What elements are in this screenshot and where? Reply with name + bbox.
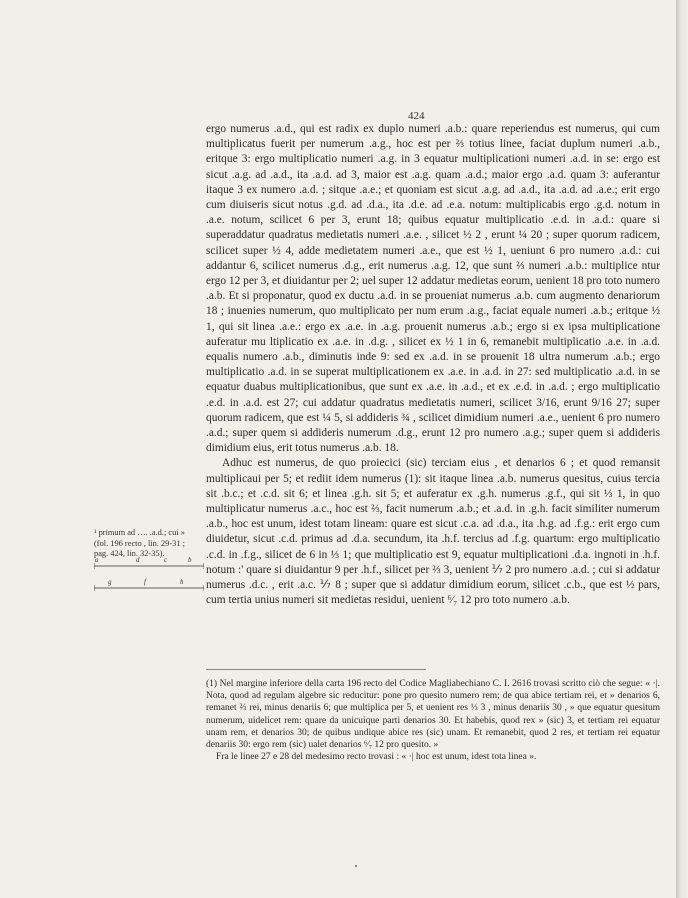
paragraph-2: Adhuc est numerus, de quo proiecici (sic) terciam eius , et denarios 6 ; et quod remansit multiplicaui per 5; et rediit idem numerus (1): sit itaque linea .a.b. numerus quesitus, cuius tercia sit .b.c.; et .c.d. sit 6; et linea .g.h. sit 5; et auferatur ex .g.h. numerus .g.f., qui sit ⅓ 1, in quo multiplicatur numerus .a.c., hoc est ⅔, facit numerum .a.b.; et .a.d. in .g.h. facit similiter numerum .a.b., hoc est unum, idest totam lineam: quare est sicut .c.a. ad .d.a., ita .h.g. ad .f.g.: erit ergo cum diuidetur, sicut .c.d. primus ad .d.a. secundum, ita .h.f. tercius ad .f.g. quartum: ergo multiplicatio .c.d. in .f.g., silicet de 6 in ⅓ 1; que multiplicatio est 9, equatur multiplicationi .d.a. ingnoti in .h.f. notum :' quare si diuidantur 9 per .h.f., silicet per ⅔ 3, uenient ⅐ 2 pro numero .a.d. ; cui si addatur numerus .d.c. , erit .a.c. ⅐ 8 ; super que si addatur dimidium eorum, silicet .c.b., que est ½ pars, cum tertia unius numeri sit medietas residui, uenient ⁶⁄₇ 12 pro toto numero .a.b. [206,457,660,607]
main-text [206,122,660,609]
diagram-label-b: b [188,556,192,564]
margin-note: ¹ primum ad …. .a.d.; cui » (fol. 196 recto , lin. 29-31 ; pag. 424, lin. 32-35). [94,528,185,558]
diagram-label-c: c [164,556,168,564]
diagram-label-h: h [180,578,184,586]
page-number: 424 [408,110,425,122]
footnotes [206,678,660,763]
diagram-label-d: d [136,556,140,564]
page-speck [355,865,357,867]
diagram-label-g: g [108,578,112,586]
footnote-2: Fra le linee 27 e 28 del medesimo recto trovasi : « ·| hoc est unum, idest tota linea ». [216,752,537,763]
footnote-rule [206,669,426,670]
paragraph-1: ergo numerus .a.d., qui est radix ex duplo numeri .a.b.: quare reperiendus est numerus, qui cum multiplicatus fuerit per numerum .a.g., hoc est per ⅔ totius linee, faciat duplum numeri .a.b., eritque 3: ergo multiplicatio numeri .a.g. in 3 equatur multiplicationi numeri .a.d. in se: ergo est sicut .a.g. ad .a.d., ita .a.d. ad 3, maior est .a.g. quam .a.d.; maior ergo .a.d. quam 3: auferantur itaque 3 ex numero .a.d. ; sitque .a.e.; et quoniam est sicut .a.g. ad .a.d., ita .a.d. ad .a.e.; erit ergo cum diuiseris sicut notus .g.d. ad .d.a., ita .d.e. ad .e.a. notum: multiplicabis ergo .g.d. notum in .a.e. notum, scilicet 6 per 3, erunt 18; quibus equatur multiplicatio .e.d. in .a.d.: quare si superaddatur quadratus medietatis numeri .a.e. , silicet ½ 2 , erunt ¼ 20 ; super quorum radicem, scilicet super ½ 4, adde medietatem numeri .a.e., que est ½ 1, ueniunt 6 pro numero .a.d.: cui addantur 6, scilicet numerus .d.g., erit numerus .a.g. 12, que sunt ⅔ numeri .a.b.: multiplice ntur ergo 12 per 3, et diuidantur per 2; uel super 12 addatur medietas eorum, uenient 18 pro toto numero .a.b. Et si proponatur, quod ex ductu .a.d. in se proueniat numerus .a.b. cum augmento denariorum 18 ; inuenies numerum, quo multiplicato per num erum .a.g., faciat equale numeri .a.b.; eritque ½ 1, qui sit linea .a.e.: ergo ex .a.e. in .a.g. prouenit numerus .a.b.; ergo si ex ipsa multiplicatione auferatur mu ltiplicatio ex .a.e. in .d.g. , silicet ex ½ 1 in 6, remanebit multiplicatio .a.e. in .a.d. equalis numero .a.b., diminutis inde 9: sed ex .a.d. in se prouenit 18 ultra numerum .a.b.; ergo multiplicatio .a.d. in se superat multiplicationem ex .a.e. in .a.d. in 27: sed multiplicatio .a.d. in se equatur duabus multiplicationibus, que sunt ex .a.e. in .a.d., et ex .e.d. in .a.d. ; ergo multiplicatio .e.d. in .a.d. est 27; cui addatur quadratus medietatis numeri, scilicet 3/16, erunt 9/16 27; super quorum radicem, que est ¼ 5, si addideris ¾ , scilicet dimidium numeri .a.e., uenient 6 pro numero .a.d.; super quem si addideris numerum .d.g., erunt 12 pro numero .a.g.; super quem si addideris dimidium eius, erit totus numerus .a.b. 18. [206,123,660,455]
diagram-label-f: f [144,578,146,586]
page-edge [676,0,688,898]
line-diagram [94,556,204,596]
diagram-label-a: a [95,556,99,564]
footnote-1: (1) Nel margine inferiore della carta 196 recto del Codice Magliabechiano C. I. 2616 trovasi scritto ciò che segue: « ·|. Nota, quod ad regulam algebre sic reducitur: pone pro quesito numero rem; de qua abice tertiam rei, et » denarios 6, remanet ⅔ rei, minus denariis 6; que multiplica per 5, et uenient res ⅓ 3 , minus denariis 30 , » que equatur quesitum numerum, uidelicet rem: quare da unicuique parti denarios 30. Et habebis, quod rex » (sic) 3, et tertiam rei equatur unam rem, et denarios 30; de quibus undique abice res (sic) unam. Et remanebit, quod 2 res, et tertiam rei equatur denariis 30: ergo rem (sic) ualet denarios ⁶⁄₇ 12 pro quesito. » [206,679,660,751]
